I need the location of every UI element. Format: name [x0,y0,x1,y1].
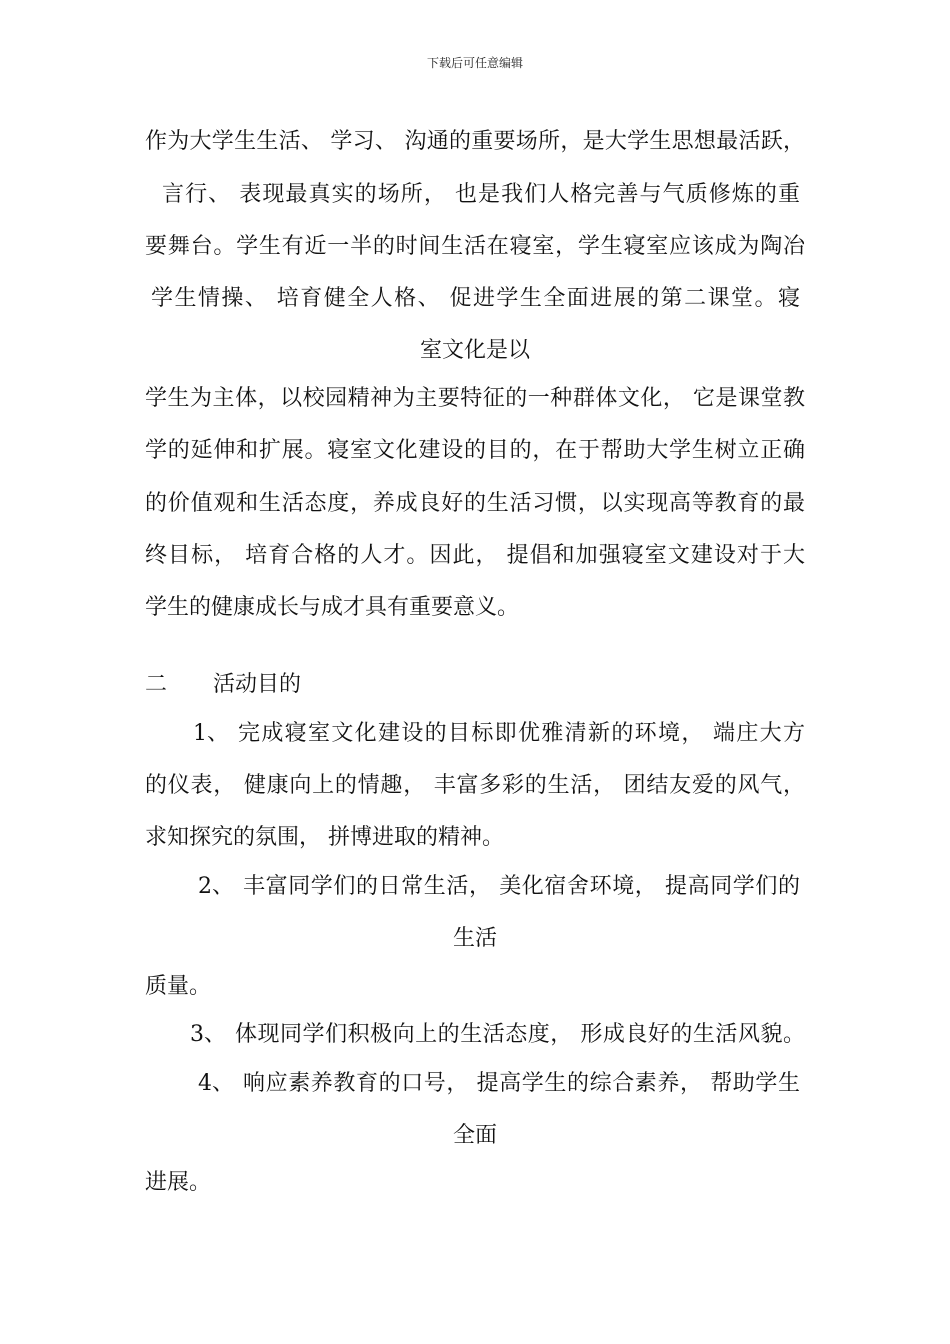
item4-number: 4、 [198,1071,234,1096]
paragraph1-line-1: 作为大学生生活、 学习、 沟通的重要场所，是大学生思想最活跃， [145,129,805,154]
item2-line-2: 生活 [452,926,497,951]
paragraph1-line-5: 室文化是以 [419,338,530,363]
paragraph2-line-5: 学生的健康成长与成才具有重要意义。 [145,595,520,620]
page-header: 下载后可任意编辑 [426,56,523,70]
item2-line-3: 质量。 [145,974,212,999]
section2-title: 活动目的 [213,672,302,697]
paragraph1-line-3: 要舞台。学生有近一半的时间生活在寝室，学生寝室应该成为陶冶 [145,234,805,259]
item1-line-3: 求知探究的氛围， 拼博进取的精神。 [145,825,504,850]
paragraph1-line-2: 言行、 表现最真实的场所， 也是我们人格完善与气质修炼的重 [162,182,800,207]
paragraph2-line-2: 学的延伸和扩展。寝室文化建设的目的，在于帮助大学生树立正确 [145,438,805,463]
item4-line-3: 进展。 [145,1170,212,1195]
paragraph2-line-3: 的价值观和生活态度，养成良好的生活习惯，以实现高等教育的最 [145,491,805,516]
item1-line-2: 的仪表， 健康向上的情趣， 丰富多彩的生活， 团结友爱的风气， [145,773,805,798]
paragraph1-line-4: 学生情操、 培育健全人格、 促进学生全面进展的第二课堂。寝 [151,286,800,311]
paragraph2-line-4: 终目标， 培育合格的人才。因此， 提倡和加强寝室文建设对于大 [145,543,805,568]
section2-number: 二 [145,672,168,697]
paragraph2-line-1: 学生为主体，以校园精神为主要特征的一种群体文化， 它是课堂教 [145,386,805,411]
item3-number: 3、 [190,1022,226,1047]
item3-text: 体现同学们积极向上的生活态度， 形成良好的生活风貌。 [235,1022,805,1047]
item4-line-1: 响应素养教育的口号， 提高学生的综合素养， 帮助学生 [243,1071,800,1096]
item4-line-2: 全面 [452,1123,497,1148]
item2-line-1: 丰富同学们的日常生活， 美化宿舍环境， 提高同学们的 [243,874,800,899]
item2-number: 2、 [198,874,234,899]
section2-heading [145,670,805,700]
item1-number: 1、 [193,721,229,746]
item1-line-1: 完成寝室文化建设的目标即优雅清新的环境， 端庄大方 [238,721,805,746]
